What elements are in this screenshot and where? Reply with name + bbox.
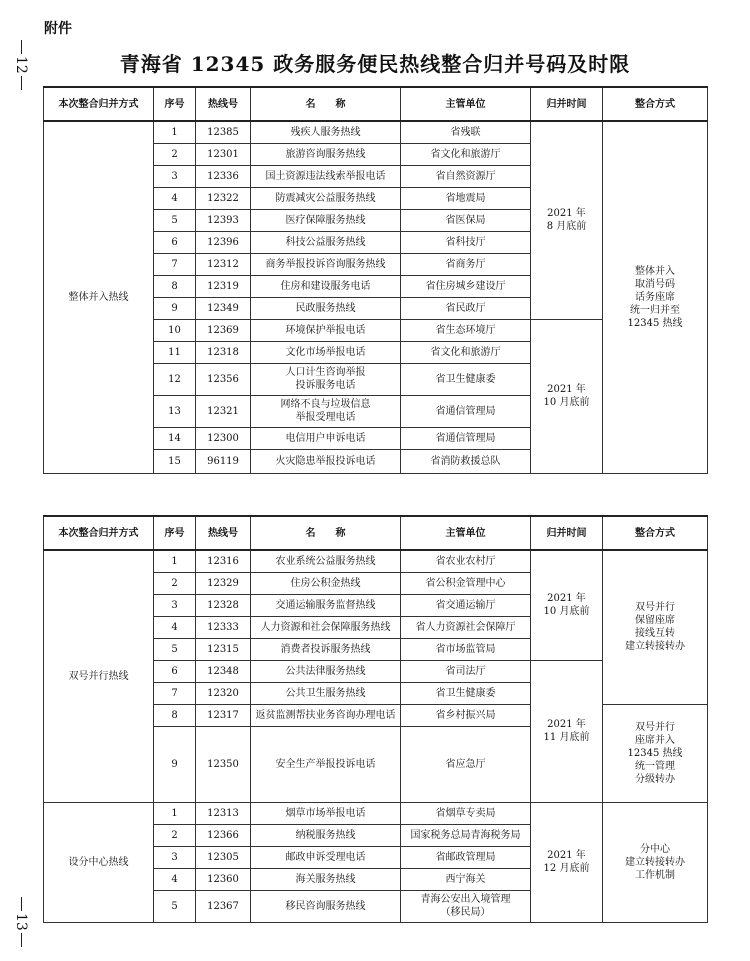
row-dept: 青海公安出入境管理 （移民局） — [401, 890, 531, 922]
col-header-name: 名 称 — [251, 87, 401, 121]
row-hotline: 12319 — [196, 275, 251, 297]
row-no: 5 — [154, 209, 196, 231]
row-dept: 省自然资源厅 — [401, 165, 531, 187]
row-hotline: 12328 — [196, 594, 251, 616]
row-hotline: 12317 — [196, 704, 251, 726]
col-header-dept: 主管单位 — [401, 516, 531, 550]
row-hotline: 12367 — [196, 890, 251, 922]
row-hotline: 12348 — [196, 660, 251, 682]
row-dept: 省生态环境厅 — [401, 319, 531, 341]
row-dept: 省文化和旅游厅 — [401, 341, 531, 363]
row-name: 科技公益服务热线 — [251, 231, 401, 253]
row-name: 电信用户申诉电话 — [251, 427, 401, 449]
col-header-time: 归并时间 — [531, 516, 603, 550]
row-no: 9 — [154, 297, 196, 319]
row-dept: 国家税务总局青海税务局 — [401, 824, 531, 846]
col-header-integration: 整合方式 — [603, 516, 708, 550]
row-no: 7 — [154, 253, 196, 275]
row-hotline: 12349 — [196, 297, 251, 319]
row-no: 3 — [154, 846, 196, 868]
row-dept: 省烟草专卖局 — [401, 802, 531, 824]
row-no: 14 — [154, 427, 196, 449]
row-no: 1 — [154, 121, 196, 143]
row-hotline: 12350 — [196, 726, 251, 802]
row-no: 10 — [154, 319, 196, 341]
row-name: 网络不良与垃圾信息 举报受理电话 — [251, 395, 401, 427]
row-hotline: 12360 — [196, 868, 251, 890]
row-name: 民政服务热线 — [251, 297, 401, 319]
row-no: 11 — [154, 341, 196, 363]
col-header-time: 归并时间 — [531, 87, 603, 121]
dash-line — [21, 933, 22, 947]
time-cell: 2021 年 8 月底前 — [531, 121, 603, 319]
col-header-integration: 整合方式 — [603, 87, 708, 121]
row-hotline: 12322 — [196, 187, 251, 209]
row-name: 公共卫生服务热线 — [251, 682, 401, 704]
row-dept: 省医保局 — [401, 209, 531, 231]
row-dept: 省卫生健康委 — [401, 363, 531, 395]
row-no: 8 — [154, 704, 196, 726]
row-hotline: 12301 — [196, 143, 251, 165]
row-name: 移民咨询服务热线 — [251, 890, 401, 922]
row-dept: 省消防救援总队 — [401, 449, 531, 473]
row-name: 残疾人服务热线 — [251, 121, 401, 143]
row-no: 6 — [154, 231, 196, 253]
row-name: 邮政申诉受理电话 — [251, 846, 401, 868]
row-dept: 省交通运输厅 — [401, 594, 531, 616]
col-header-hotline: 热线号 — [196, 87, 251, 121]
row-no: 15 — [154, 449, 196, 473]
row-dept: 省通信管理局 — [401, 395, 531, 427]
integration-cell: 整体并入 取消号码 话务座席 统一归并至 12345 热线 — [603, 121, 708, 473]
row-hotline: 12329 — [196, 572, 251, 594]
col-header-hotline: 热线号 — [196, 516, 251, 550]
attachment-label: 附件 — [44, 21, 72, 37]
row-hotline: 12320 — [196, 682, 251, 704]
row-name: 返贫监测帮扶业务咨询办理电话 — [251, 704, 401, 726]
integration-cell: 双号并行 座席并入 12345 热线 统一管理 分级转办 — [603, 704, 708, 802]
table-header-row — [44, 87, 708, 121]
row-no: 5 — [154, 890, 196, 922]
page-number-top-text: 12 — [13, 56, 29, 74]
time-cell: 2021 年 10 月底前 — [531, 550, 603, 660]
row-hotline: 12305 — [196, 846, 251, 868]
row-no: 2 — [154, 824, 196, 846]
table-row — [44, 550, 708, 572]
col-header-no: 序号 — [154, 516, 196, 550]
row-no: 8 — [154, 275, 196, 297]
row-name: 人力资源和社会保障服务热线 — [251, 616, 401, 638]
row-no: 3 — [154, 594, 196, 616]
col-header-dept: 主管单位 — [401, 87, 531, 121]
row-no: 4 — [154, 187, 196, 209]
row-no: 12 — [154, 363, 196, 395]
row-name: 防震减灾公益服务热线 — [251, 187, 401, 209]
hotline-table-2 — [43, 515, 708, 923]
dash-line — [21, 76, 22, 90]
row-dept: 省残联 — [401, 121, 531, 143]
row-name: 医疗保障服务热线 — [251, 209, 401, 231]
row-name: 公共法律服务热线 — [251, 660, 401, 682]
row-hotline: 12393 — [196, 209, 251, 231]
col-header-no: 序号 — [154, 87, 196, 121]
time-cell: 2021 年 10 月底前 — [531, 319, 603, 473]
row-dept: 省住房城乡建设厅 — [401, 275, 531, 297]
table-row — [44, 121, 708, 143]
row-name: 消费者投诉服务热线 — [251, 638, 401, 660]
method-cell: 设分中心热线 — [44, 802, 154, 922]
row-name: 纳税服务热线 — [251, 824, 401, 846]
row-dept: 省农业农村厅 — [401, 550, 531, 572]
row-dept: 省文化和旅游厅 — [401, 143, 531, 165]
row-hotline: 12333 — [196, 616, 251, 638]
row-name: 国土资源违法线索举报电话 — [251, 165, 401, 187]
row-dept: 省市场监管局 — [401, 638, 531, 660]
row-hotline: 96119 — [196, 449, 251, 473]
row-name: 海关服务热线 — [251, 868, 401, 890]
row-dept: 省卫生健康委 — [401, 682, 531, 704]
row-dept: 省乡村振兴局 — [401, 704, 531, 726]
row-no: 9 — [154, 726, 196, 802]
dash-line — [21, 40, 22, 54]
row-hotline: 12315 — [196, 638, 251, 660]
row-name: 安全生产举报投诉电话 — [251, 726, 401, 802]
row-name: 环境保护举报电话 — [251, 319, 401, 341]
row-hotline: 12312 — [196, 253, 251, 275]
row-no: 5 — [154, 638, 196, 660]
row-hotline: 12369 — [196, 319, 251, 341]
row-name: 交通运输服务监督热线 — [251, 594, 401, 616]
row-dept: 省通信管理局 — [401, 427, 531, 449]
row-name: 商务举报投诉咨询服务热线 — [251, 253, 401, 275]
row-no: 1 — [154, 802, 196, 824]
row-dept: 省司法厅 — [401, 660, 531, 682]
row-hotline: 12300 — [196, 427, 251, 449]
dash-line — [21, 897, 22, 911]
row-name: 旅游咨询服务热线 — [251, 143, 401, 165]
page-title: 青海省 12345 政务服务便民热线整合归并号码及时限 — [119, 52, 631, 76]
row-dept: 省公积金管理中心 — [401, 572, 531, 594]
integration-cell: 双号并行 保留座席 接线互转 建立转接转办 — [603, 550, 708, 704]
col-header-method: 本次整合归并方式 — [44, 516, 154, 550]
row-hotline: 12336 — [196, 165, 251, 187]
row-no: 1 — [154, 550, 196, 572]
page-number-top — [10, 38, 32, 92]
time-cell: 2021 年 11 月底前 — [531, 660, 603, 802]
method-cell: 双号并行热线 — [44, 550, 154, 802]
row-name: 烟草市场举报电话 — [251, 802, 401, 824]
col-header-method: 本次整合归并方式 — [44, 87, 154, 121]
table-row — [44, 802, 708, 824]
row-dept: 省邮政管理局 — [401, 846, 531, 868]
row-dept: 省科技厅 — [401, 231, 531, 253]
row-dept: 省地震局 — [401, 187, 531, 209]
row-name: 火灾隐患举报投诉电话 — [251, 449, 401, 473]
row-name: 住房公积金热线 — [251, 572, 401, 594]
row-dept: 省民政厅 — [401, 297, 531, 319]
row-no: 3 — [154, 165, 196, 187]
integration-cell: 分中心 建立转接转办 工作机制 — [603, 802, 708, 922]
row-hotline: 12356 — [196, 363, 251, 395]
row-no: 13 — [154, 395, 196, 427]
row-name: 农业系统公益服务热线 — [251, 550, 401, 572]
row-dept: 西宁海关 — [401, 868, 531, 890]
row-hotline: 12396 — [196, 231, 251, 253]
row-no: 2 — [154, 572, 196, 594]
row-hotline: 12366 — [196, 824, 251, 846]
row-hotline: 12316 — [196, 550, 251, 572]
hotline-table-1 — [43, 86, 708, 474]
row-hotline: 12385 — [196, 121, 251, 143]
row-no: 6 — [154, 660, 196, 682]
row-name: 人口计生咨询举报 投诉服务电话 — [251, 363, 401, 395]
row-hotline: 12321 — [196, 395, 251, 427]
row-no: 7 — [154, 682, 196, 704]
row-name: 住房和建设服务电话 — [251, 275, 401, 297]
row-no: 4 — [154, 868, 196, 890]
row-no: 2 — [154, 143, 196, 165]
col-header-name: 名 称 — [251, 516, 401, 550]
row-no: 4 — [154, 616, 196, 638]
row-dept: 省应急厅 — [401, 726, 531, 802]
row-name: 文化市场举报电话 — [251, 341, 401, 363]
row-dept: 省人力资源社会保障厅 — [401, 616, 531, 638]
row-hotline: 12318 — [196, 341, 251, 363]
page-number-bottom-text: 13 — [13, 913, 29, 931]
page-number-bottom — [10, 895, 32, 949]
row-dept: 省商务厅 — [401, 253, 531, 275]
row-hotline: 12313 — [196, 802, 251, 824]
time-cell: 2021 年 12 月底前 — [531, 802, 603, 922]
method-cell: 整体并入热线 — [44, 121, 154, 473]
table-header-row — [44, 516, 708, 550]
